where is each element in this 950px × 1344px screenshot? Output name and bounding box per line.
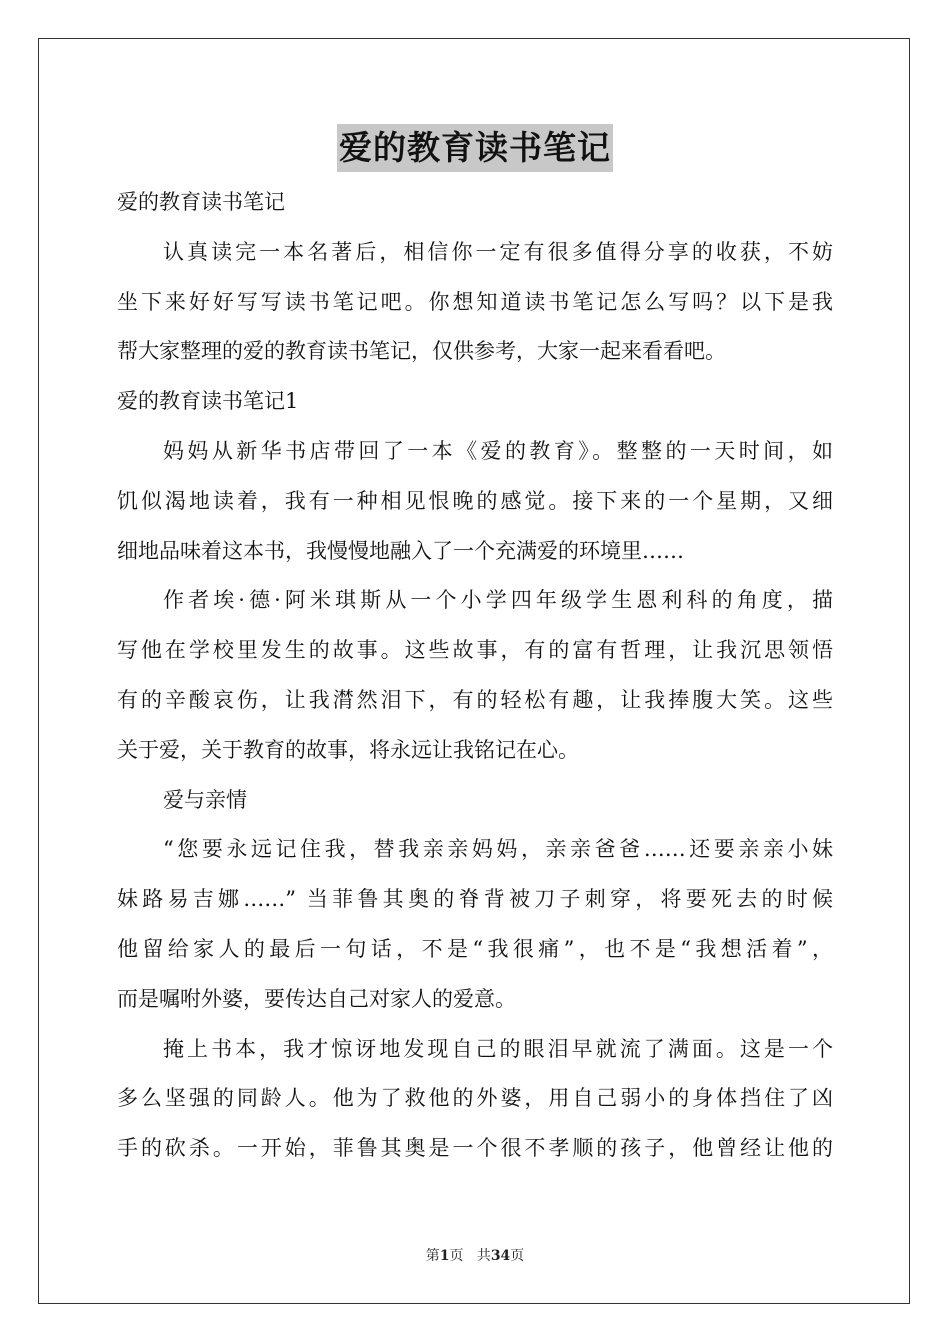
text-line: 有的辛酸哀伤，让我潸然泪下，有的轻松有趣，让我捧腹大笑。这些 (117, 687, 833, 712)
text-line: 掩上书本，我才惊讶地发现自己的眼泪早就流了满面。这是一个 (163, 1036, 833, 1061)
text-line: 细地品味着这本书，我慢慢地融入了一个充满爱的环境里…… (117, 538, 684, 563)
page-footer (0, 1246, 950, 1266)
footer-page-suffix: 页 (449, 1248, 464, 1264)
footer-total-pages: 34 (490, 1248, 511, 1264)
document-body (117, 178, 833, 1174)
text-line: 爱的教育读书笔记 (117, 190, 285, 214)
text-line: 关于爱，关于教育的故事，将永远让我铭记在心。 (117, 737, 579, 762)
title-container (0, 124, 950, 172)
text-line: “您要永远记住我，替我亲亲妈妈，亲亲爸爸……还要亲亲小妹 (163, 837, 833, 862)
text-line: 手的砍杀。一开始，菲鲁其奥是一个很不孝顺的孩子，他曾经让他的 (117, 1136, 833, 1161)
document-title: 爱的教育读书笔记 (337, 124, 613, 172)
text-line: 坐下来好好写写读书笔记吧。你想知道读书笔记怎么写吗？以下是我 (117, 289, 833, 314)
text-line: 爱与亲情 (163, 787, 247, 812)
text-line: 帮大家整理的爱的教育读书笔记，仅供参考，大家一起来看看吧。 (117, 339, 726, 364)
footer-page-number: 1 (439, 1248, 450, 1264)
text-line: 饥似渴地读着，我有一种相见恨晚的感觉。接下来的一个星期，又细 (117, 488, 833, 513)
footer-total-prefix: 共 (476, 1248, 491, 1264)
footer-total-suffix: 页 (510, 1248, 525, 1264)
text-line: 认真读完一本名著后，相信你一定有很多值得分享的收获，不妨 (163, 239, 833, 264)
text-line: 而是嘱咐外婆，要传达自己对家人的爱意。 (117, 986, 516, 1011)
text-line: 写他在学校里发生的故事。这些故事，有的富有哲理，让我沉思领悟 (117, 638, 833, 663)
text-line: 妈妈从新华书店带回了一本《爱的教育》。整整的一天时间，如 (163, 438, 833, 463)
text-line: 他留给家人的最后一句话，不是“我很痛”，也不是“我想活着”， (117, 936, 833, 961)
text-line: 妹路易吉娜……” 当菲鲁其奥的脊背被刀子刺穿，将要死去的时候 (117, 887, 833, 912)
footer-page-prefix: 第 (425, 1248, 440, 1264)
text-line: 爱的教育读书笔记1 (117, 389, 299, 414)
text-line: 多么坚强的同龄人。他为了救他的外婆，用自己弱小的身体挡住了凶 (117, 1086, 833, 1111)
text-line: 作者埃·德·阿米琪斯从一个小学四年级学生恩利科的角度，描 (163, 588, 833, 613)
